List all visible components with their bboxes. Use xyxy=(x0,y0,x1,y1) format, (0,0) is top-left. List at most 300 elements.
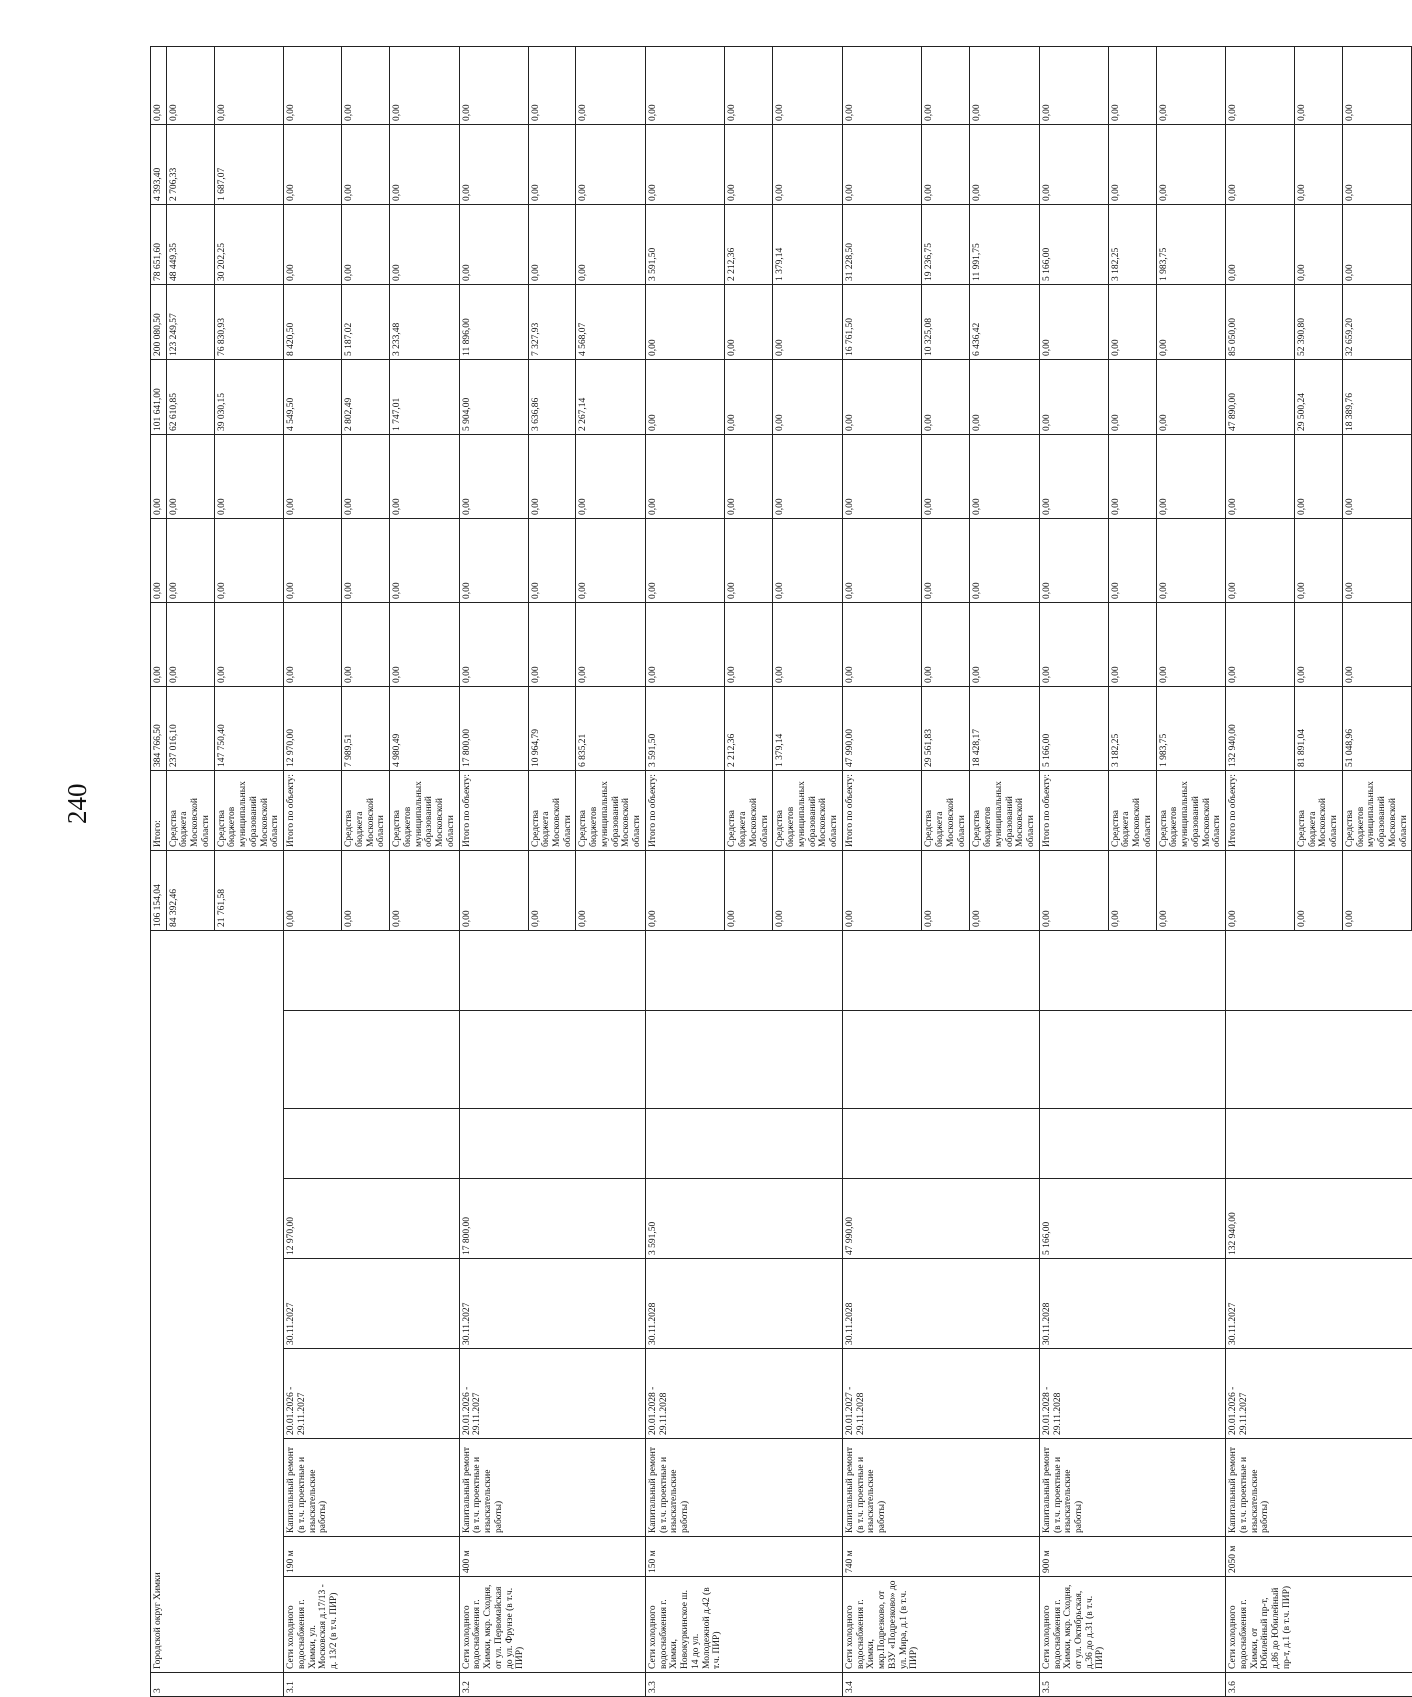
amount-cell: 32 659,20 xyxy=(1342,284,1411,359)
remaining-cost-cell: 0,00 xyxy=(284,850,342,930)
empty-cell xyxy=(773,1673,842,1697)
empty-cell xyxy=(1294,1109,1342,1179)
amount-cell: 0,00 xyxy=(1294,602,1342,686)
empty-cell xyxy=(576,1537,645,1577)
amount-cell: 0,00 xyxy=(151,434,167,518)
empty-cell xyxy=(1156,1109,1225,1179)
commissioning-date: 30.11.2027 xyxy=(284,1259,342,1349)
amount-cell: 0,00 xyxy=(1342,518,1411,602)
empty-cell xyxy=(1039,1109,1108,1179)
empty-cell xyxy=(1342,1537,1411,1577)
amount-cell: 0,00 xyxy=(459,518,528,602)
empty-cell xyxy=(390,1109,459,1179)
empty-cell xyxy=(1294,1439,1342,1537)
amount-cell: 81 891,04 xyxy=(1294,686,1342,770)
empty-cell xyxy=(842,1109,922,1179)
amount-cell: 5 187,02 xyxy=(342,284,390,359)
work-type: Капитальный ремонт (в т.ч. проектные и изыскательские работы) xyxy=(1039,1439,1108,1537)
amount-cell: 10 325,08 xyxy=(922,284,970,359)
amount-cell: 0,00 xyxy=(1156,602,1225,686)
object-name: Сети холодного водоснабжения г. Химки, мкр.Подрезково, от ВЗУ «Подрезково» до ул. Мира, д.1 (в т.ч. ПИР) xyxy=(842,1577,922,1673)
amount-cell: 0,00 xyxy=(842,434,922,518)
funding-source-cell: Средства бюджетов муниципальных образований Московской области xyxy=(1156,770,1225,850)
remaining-cost-cell: 0,00 xyxy=(342,850,390,930)
amount-cell: 11 896,00 xyxy=(459,284,528,359)
amount-cell: 0,00 xyxy=(1108,518,1156,602)
amount-cell: 0,00 xyxy=(342,602,390,686)
empty-cell xyxy=(528,1577,576,1673)
amount-cell: 0,00 xyxy=(528,204,576,284)
amount-cell: 3 182,25 xyxy=(1108,686,1156,770)
amount-cell: 0,00 xyxy=(284,518,342,602)
amount-cell: 0,00 xyxy=(166,46,214,124)
amount-cell: 0,00 xyxy=(1342,204,1411,284)
empty-cell xyxy=(725,1179,773,1259)
object-row xyxy=(342,46,390,1696)
empty-cell xyxy=(1294,1011,1342,1109)
amount-cell: 4 980,49 xyxy=(390,686,459,770)
empty-cell xyxy=(725,1673,773,1697)
empty-cell xyxy=(1294,1577,1342,1673)
empty-cell xyxy=(773,1439,842,1537)
amount-cell: 0,00 xyxy=(970,46,1039,124)
empty-cell xyxy=(1294,1259,1342,1349)
amount-cell: 0,00 xyxy=(214,434,283,518)
empty-cell xyxy=(1226,930,1295,1010)
amount-cell: 0,00 xyxy=(773,518,842,602)
empty-cell xyxy=(922,1349,970,1439)
amount-cell: 0,00 xyxy=(1226,46,1295,124)
empty-cell xyxy=(1226,1109,1295,1179)
object-cost: 5 166,00 xyxy=(1039,1179,1108,1259)
object-row xyxy=(922,46,970,1696)
empty-cell xyxy=(1342,1011,1411,1109)
amount-cell: 0,00 xyxy=(214,46,283,124)
amount-cell: 0,00 xyxy=(922,518,970,602)
work-type: Капитальный ремонт (в т.ч. проектные и изыскательские работы) xyxy=(645,1439,725,1537)
amount-cell: 0,00 xyxy=(725,284,773,359)
empty-cell xyxy=(725,1011,773,1109)
empty-cell xyxy=(1108,930,1156,1010)
empty-cell xyxy=(390,1349,459,1439)
remaining-cost-cell: 0,00 xyxy=(922,850,970,930)
empty-cell xyxy=(528,930,576,1010)
amount-cell: 0,00 xyxy=(1156,359,1225,434)
amount-cell: 0,00 xyxy=(842,518,922,602)
object-name: Сети холодного водоснабжения г. Химки, ул. Московская д.17/13 - д. 13/2 (в т.ч. ПИР) xyxy=(284,1577,342,1673)
amount-cell: 0,00 xyxy=(922,434,970,518)
empty-cell xyxy=(1108,1537,1156,1577)
work-period: 20.01.2026 - 29.11.2027 xyxy=(284,1349,342,1439)
empty-cell xyxy=(576,1179,645,1259)
amount-cell: 0,00 xyxy=(1039,284,1108,359)
amount-cell: 3 591,50 xyxy=(645,204,725,284)
amount-cell: 0,00 xyxy=(1039,518,1108,602)
object-row xyxy=(842,46,922,1696)
amount-cell: 0,00 xyxy=(1156,46,1225,124)
investment-table xyxy=(150,46,1412,1697)
region-index: 3 xyxy=(151,1673,167,1697)
object-cost: 12 970,00 xyxy=(284,1179,342,1259)
amount-cell: 0,00 xyxy=(1108,602,1156,686)
empty-cell xyxy=(390,1577,459,1673)
commissioning-date: 30.11.2028 xyxy=(645,1259,725,1349)
empty-cell xyxy=(725,1577,773,1673)
empty-cell xyxy=(725,1259,773,1349)
object-row xyxy=(284,46,342,1696)
amount-cell: 2 706,33 xyxy=(166,124,214,204)
amount-cell: 0,00 xyxy=(342,204,390,284)
empty-cell xyxy=(645,930,725,1010)
amount-cell: 0,00 xyxy=(1039,46,1108,124)
amount-cell: 0,00 xyxy=(528,602,576,686)
empty-cell xyxy=(284,930,342,1010)
empty-cell xyxy=(1294,1673,1342,1697)
amount-cell: 0,00 xyxy=(1294,434,1342,518)
amount-cell: 147 750,40 xyxy=(214,686,283,770)
amount-cell: 0,00 xyxy=(725,434,773,518)
object-number: 3.6 xyxy=(1226,1673,1295,1697)
empty-cell xyxy=(459,930,528,1010)
amount-cell: 0,00 xyxy=(166,434,214,518)
empty-cell xyxy=(390,1179,459,1259)
empty-cell xyxy=(342,1011,390,1109)
amount-cell: 78 651,60 xyxy=(151,204,167,284)
amount-cell: 0,00 xyxy=(151,518,167,602)
amount-cell: 0,00 xyxy=(1156,434,1225,518)
amount-cell: 0,00 xyxy=(1226,204,1295,284)
empty-cell xyxy=(773,1349,842,1439)
amount-cell: 0,00 xyxy=(1108,284,1156,359)
amount-cell: 0,00 xyxy=(922,124,970,204)
funding-source-cell: Итого: xyxy=(151,770,167,850)
amount-cell: 0,00 xyxy=(576,518,645,602)
amount-cell: 3 233,48 xyxy=(390,284,459,359)
remaining-cost-cell: 0,00 xyxy=(645,850,725,930)
amount-cell: 0,00 xyxy=(284,46,342,124)
object-row xyxy=(645,46,725,1696)
amount-cell: 0,00 xyxy=(645,602,725,686)
amount-cell: 0,00 xyxy=(576,204,645,284)
amount-cell: 0,00 xyxy=(1156,518,1225,602)
amount-cell: 47 990,00 xyxy=(842,686,922,770)
work-period: 20.01.2028 - 29.11.2028 xyxy=(645,1349,725,1439)
amount-cell: 47 890,00 xyxy=(1226,359,1295,434)
region-name xyxy=(214,930,283,1672)
work-type: Капитальный ремонт (в т.ч. проектные и изыскательские работы) xyxy=(842,1439,922,1537)
work-period: 20.01.2026 - 29.11.2027 xyxy=(459,1349,528,1439)
empty-cell xyxy=(576,1349,645,1439)
empty-cell xyxy=(390,1259,459,1349)
empty-cell xyxy=(970,1179,1039,1259)
amount-cell: 101 641,00 xyxy=(151,359,167,434)
empty-cell xyxy=(645,1011,725,1109)
amount-cell: 0,00 xyxy=(166,518,214,602)
amount-cell: 0,00 xyxy=(459,124,528,204)
amount-cell: 10 964,79 xyxy=(528,686,576,770)
funding-source-cell: Средства бюджетов муниципальных образований Московской области xyxy=(214,770,283,850)
empty-cell xyxy=(1156,930,1225,1010)
object-row xyxy=(1342,46,1411,1696)
empty-cell xyxy=(528,1259,576,1349)
amount-cell: 8 420,50 xyxy=(284,284,342,359)
amount-cell: 0,00 xyxy=(773,602,842,686)
funding-source-cell: Итого по объекту: xyxy=(842,770,922,850)
empty-cell xyxy=(528,1673,576,1697)
work-type: Капитальный ремонт (в т.ч. проектные и изыскательские работы) xyxy=(1226,1439,1295,1537)
region-total-row xyxy=(214,46,283,1696)
remaining-cost-cell: 0,00 xyxy=(970,850,1039,930)
amount-cell: 0,00 xyxy=(390,518,459,602)
empty-cell xyxy=(459,1109,528,1179)
object-row xyxy=(773,46,842,1696)
empty-cell xyxy=(1342,1577,1411,1673)
empty-cell xyxy=(1156,1179,1225,1259)
amount-cell: 0,00 xyxy=(922,602,970,686)
empty-cell xyxy=(1342,1439,1411,1537)
empty-cell xyxy=(576,930,645,1010)
amount-cell: 0,00 xyxy=(1108,434,1156,518)
amount-cell: 0,00 xyxy=(1226,124,1295,204)
remaining-cost-cell: 0,00 xyxy=(1108,850,1156,930)
amount-cell: 2 802,49 xyxy=(342,359,390,434)
amount-cell: 0,00 xyxy=(922,359,970,434)
object-length: 190 м xyxy=(284,1537,342,1577)
empty-cell xyxy=(773,930,842,1010)
amount-cell: 0,00 xyxy=(151,602,167,686)
amount-cell: 0,00 xyxy=(645,518,725,602)
amount-cell: 0,00 xyxy=(1156,124,1225,204)
empty-cell xyxy=(1156,1259,1225,1349)
empty-cell xyxy=(970,1349,1039,1439)
amount-cell: 0,00 xyxy=(1108,124,1156,204)
amount-cell: 0,00 xyxy=(970,602,1039,686)
empty-cell xyxy=(970,1011,1039,1109)
amount-cell: 6 835,21 xyxy=(576,686,645,770)
amount-cell: 200 080,50 xyxy=(151,284,167,359)
object-row xyxy=(390,46,459,1696)
amount-cell: 0,00 xyxy=(773,46,842,124)
empty-cell xyxy=(342,1109,390,1179)
amount-cell: 51 048,96 xyxy=(1342,686,1411,770)
amount-cell: 0,00 xyxy=(725,518,773,602)
amount-cell: 0,00 xyxy=(645,359,725,434)
amount-cell: 0,00 xyxy=(1294,46,1342,124)
amount-cell: 6 436,42 xyxy=(970,284,1039,359)
amount-cell: 0,00 xyxy=(166,602,214,686)
empty-cell xyxy=(922,1011,970,1109)
amount-cell: 0,00 xyxy=(1342,434,1411,518)
amount-cell: 0,00 xyxy=(1342,602,1411,686)
empty-cell xyxy=(390,930,459,1010)
empty-cell xyxy=(645,1109,725,1179)
empty-cell xyxy=(342,1577,390,1673)
amount-cell: 1 983,75 xyxy=(1156,686,1225,770)
object-row xyxy=(576,46,645,1696)
amount-cell: 0,00 xyxy=(970,518,1039,602)
remaining-cost-cell: 0,00 xyxy=(1342,850,1411,930)
funding-source-cell: Итого по объекту: xyxy=(645,770,725,850)
amount-cell: 5 166,00 xyxy=(1039,204,1108,284)
amount-cell: 0,00 xyxy=(842,124,922,204)
empty-cell xyxy=(725,1439,773,1537)
table-body xyxy=(151,46,1412,1696)
empty-cell xyxy=(1108,1349,1156,1439)
object-row xyxy=(528,46,576,1696)
empty-cell xyxy=(922,1537,970,1577)
amount-cell: 0,00 xyxy=(645,124,725,204)
object-row xyxy=(1156,46,1225,1696)
empty-cell xyxy=(970,1537,1039,1577)
amount-cell: 30 202,25 xyxy=(214,204,283,284)
commissioning-date: 30.11.2027 xyxy=(459,1259,528,1349)
amount-cell: 0,00 xyxy=(725,602,773,686)
amount-cell: 1 379,14 xyxy=(773,686,842,770)
amount-cell: 2 212,36 xyxy=(725,686,773,770)
amount-cell: 0,00 xyxy=(1039,124,1108,204)
amount-cell: 7 989,51 xyxy=(342,686,390,770)
empty-cell xyxy=(1108,1109,1156,1179)
empty-cell xyxy=(1342,1109,1411,1179)
amount-cell: 123 249,57 xyxy=(166,284,214,359)
amount-cell: 52 390,80 xyxy=(1294,284,1342,359)
empty-cell xyxy=(390,1011,459,1109)
empty-cell xyxy=(1156,1673,1225,1697)
amount-cell: 0,00 xyxy=(1226,434,1295,518)
object-cost: 17 800,00 xyxy=(459,1179,528,1259)
empty-cell xyxy=(922,1439,970,1537)
empty-cell xyxy=(528,1109,576,1179)
funding-source-cell: Средства бюджетов муниципальных образований Московской области xyxy=(773,770,842,850)
rotated-table-area xyxy=(150,67,1409,1697)
object-cost: 47 990,00 xyxy=(842,1179,922,1259)
amount-cell: 85 050,00 xyxy=(1226,284,1295,359)
amount-cell: 0,00 xyxy=(725,124,773,204)
commissioning-date: 30.11.2027 xyxy=(1226,1259,1295,1349)
object-number: 3.1 xyxy=(284,1673,342,1697)
amount-cell: 0,00 xyxy=(459,204,528,284)
funding-source-cell: Средства бюджета Московской области xyxy=(725,770,773,850)
amount-cell: 0,00 xyxy=(842,602,922,686)
amount-cell: 0,00 xyxy=(1108,46,1156,124)
region-index xyxy=(214,1673,283,1697)
object-row xyxy=(1294,46,1342,1696)
amount-cell: 0,00 xyxy=(528,124,576,204)
empty-cell xyxy=(970,1259,1039,1349)
region-index xyxy=(166,1673,214,1697)
remaining-cost-cell: 0,00 xyxy=(390,850,459,930)
empty-cell xyxy=(342,1349,390,1439)
empty-cell xyxy=(1156,1439,1225,1537)
object-row xyxy=(725,46,773,1696)
empty-cell xyxy=(1156,1537,1225,1577)
amount-cell: 29 561,83 xyxy=(922,686,970,770)
remaining-cost-cell: 106 154,04 xyxy=(151,850,167,930)
amount-cell: 17 800,00 xyxy=(459,686,528,770)
amount-cell: 0,00 xyxy=(576,124,645,204)
object-length: 740 м xyxy=(842,1537,922,1577)
amount-cell: 48 449,35 xyxy=(166,204,214,284)
region-name: Городской округ Химки xyxy=(151,930,167,1672)
empty-cell xyxy=(1294,1349,1342,1439)
empty-cell xyxy=(342,1439,390,1537)
amount-cell: 0,00 xyxy=(773,284,842,359)
funding-source-cell: Средства бюджетов муниципальных образований Московской области xyxy=(390,770,459,850)
empty-cell xyxy=(1108,1259,1156,1349)
amount-cell: 0,00 xyxy=(342,46,390,124)
amount-cell: 0,00 xyxy=(390,46,459,124)
amount-cell: 1 687,07 xyxy=(214,124,283,204)
object-number: 3.2 xyxy=(459,1673,528,1697)
empty-cell xyxy=(528,1439,576,1537)
empty-cell xyxy=(342,1673,390,1697)
empty-cell xyxy=(576,1577,645,1673)
empty-cell xyxy=(842,930,922,1010)
amount-cell: 1 747,01 xyxy=(390,359,459,434)
amount-cell: 0,00 xyxy=(342,434,390,518)
remaining-cost-cell: 0,00 xyxy=(459,850,528,930)
empty-cell xyxy=(1108,1179,1156,1259)
empty-cell xyxy=(1108,1673,1156,1697)
amount-cell: 0,00 xyxy=(214,518,283,602)
amount-cell: 0,00 xyxy=(1156,284,1225,359)
funding-source-cell: Средства бюджета Московской области xyxy=(1294,770,1342,850)
region-total-row xyxy=(151,46,167,1696)
amount-cell: 0,00 xyxy=(1108,359,1156,434)
empty-cell xyxy=(342,930,390,1010)
amount-cell: 29 500,24 xyxy=(1294,359,1342,434)
remaining-cost-cell: 0,00 xyxy=(576,850,645,930)
empty-cell xyxy=(576,1259,645,1349)
funding-source-cell: Средства бюджета Московской области xyxy=(528,770,576,850)
amount-cell: 0,00 xyxy=(342,124,390,204)
funding-source-cell: Итого по объекту: xyxy=(1226,770,1295,850)
amount-cell: 7 327,93 xyxy=(528,284,576,359)
work-type: Капитальный ремонт (в т.ч. проектные и изыскательские работы) xyxy=(284,1439,342,1537)
page-number: 240 xyxy=(62,783,92,824)
amount-cell: 0,00 xyxy=(1342,46,1411,124)
empty-cell xyxy=(725,1537,773,1577)
object-number: 3.3 xyxy=(645,1673,725,1697)
amount-cell: 0,00 xyxy=(342,518,390,602)
amount-cell: 0,00 xyxy=(459,434,528,518)
empty-cell xyxy=(1108,1011,1156,1109)
empty-cell xyxy=(1294,1537,1342,1577)
empty-cell xyxy=(576,1011,645,1109)
amount-cell: 0,00 xyxy=(390,204,459,284)
empty-cell xyxy=(342,1537,390,1577)
empty-cell xyxy=(842,1011,922,1109)
empty-cell xyxy=(773,1109,842,1179)
object-row xyxy=(970,46,1039,1696)
amount-cell: 0,00 xyxy=(459,46,528,124)
funding-source-cell: Средства бюджета Московской области xyxy=(922,770,970,850)
amount-cell: 0,00 xyxy=(390,602,459,686)
empty-cell xyxy=(1039,1011,1108,1109)
amount-cell: 2 267,14 xyxy=(576,359,645,434)
amount-cell: 4 568,07 xyxy=(576,284,645,359)
remaining-cost-cell: 0,00 xyxy=(842,850,922,930)
amount-cell: 0,00 xyxy=(284,124,342,204)
work-period: 20.01.2028 - 29.11.2028 xyxy=(1039,1349,1108,1439)
empty-cell xyxy=(970,1439,1039,1537)
amount-cell: 1 379,14 xyxy=(773,204,842,284)
amount-cell: 5 904,00 xyxy=(459,359,528,434)
empty-cell xyxy=(342,1259,390,1349)
amount-cell: 0,00 xyxy=(1226,518,1295,602)
object-row xyxy=(1108,46,1156,1696)
object-name: Сети холодного водоснабжения г. Химки, мкр. Сходня, от ул. Октябрьская, д.36 до д.31 (в т.ч. ПИР) xyxy=(1039,1577,1108,1673)
